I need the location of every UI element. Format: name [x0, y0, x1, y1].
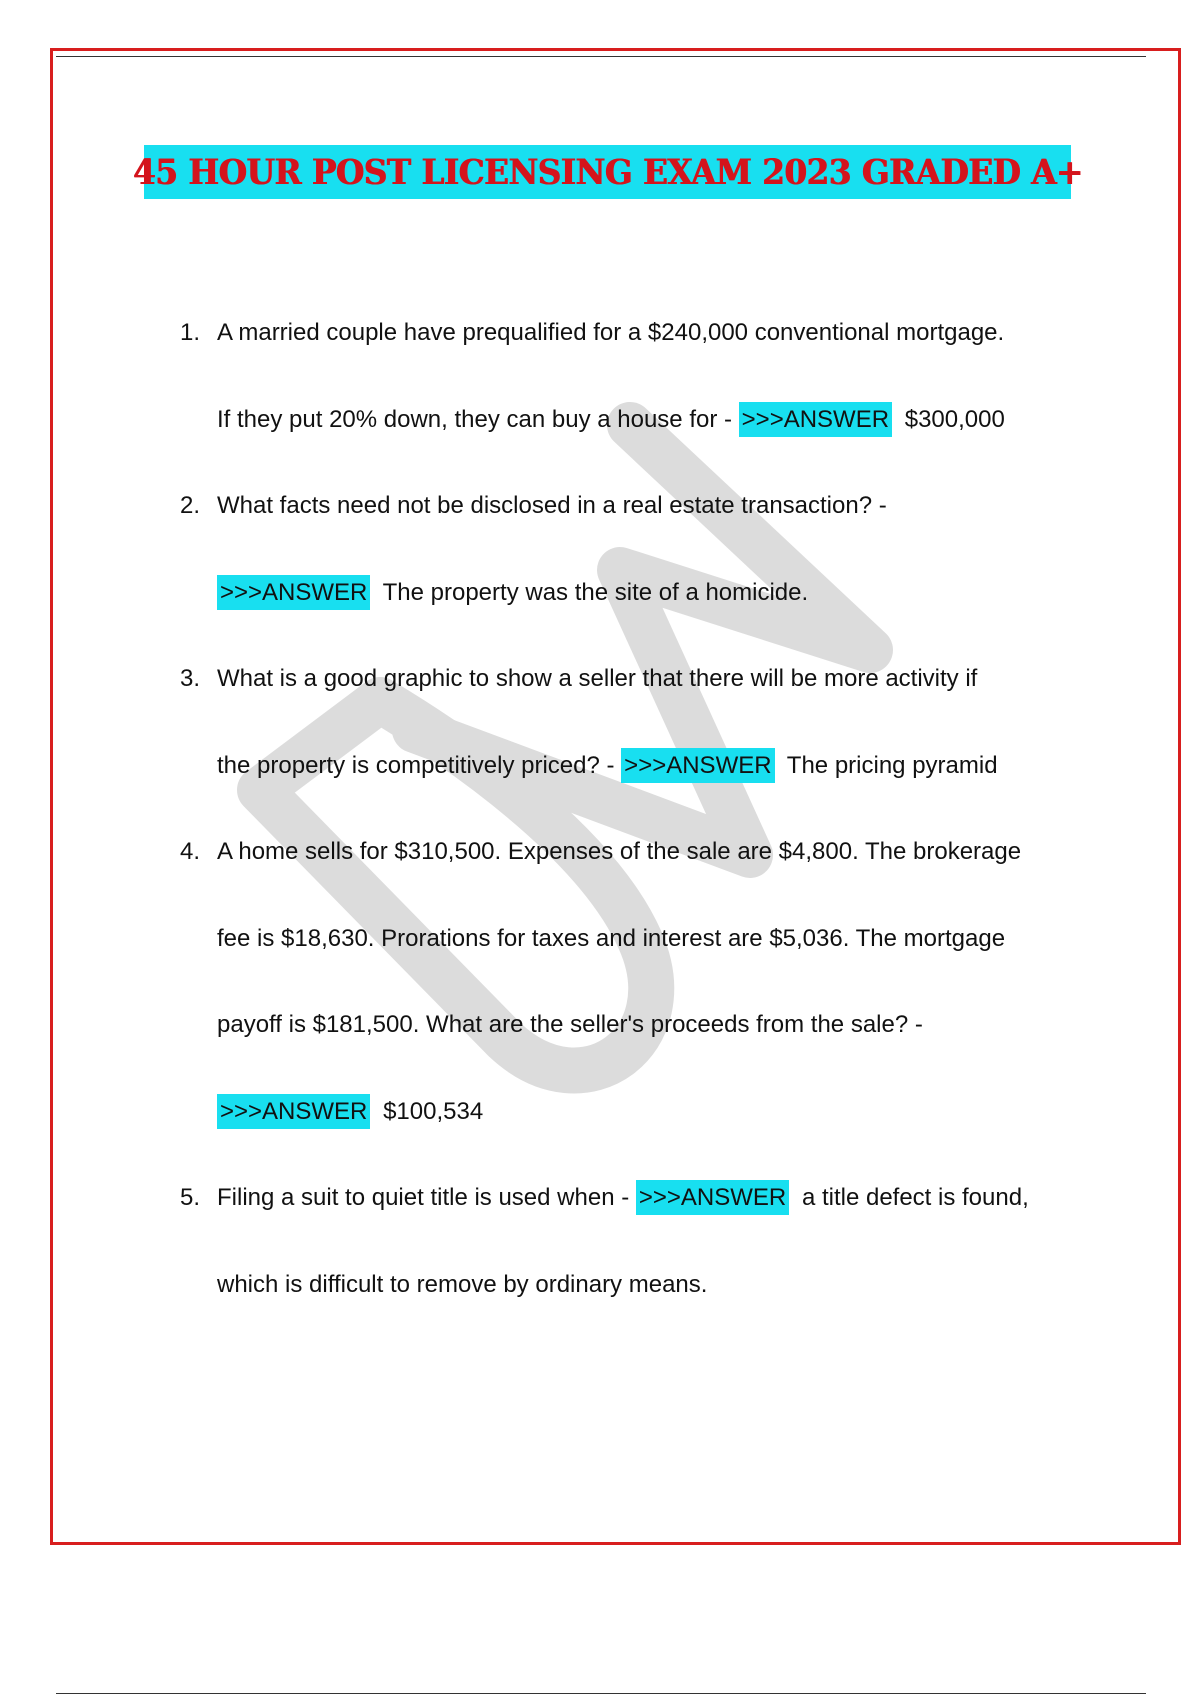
question-2: [170, 463, 1090, 636]
answer-marker: >>>ANSWER: [217, 575, 370, 610]
question-line: [217, 723, 1090, 810]
question-text: A home sells for $310,500. Expenses of the sale are $4,800. The brokerage: [217, 838, 1022, 865]
answer-marker: >>>ANSWER: [739, 402, 892, 437]
question-4: [170, 809, 1090, 1155]
answer-text: The pricing pyramid: [786, 751, 998, 779]
question-line: [217, 377, 1090, 464]
answer-marker: >>>ANSWER: [217, 1094, 370, 1129]
answer-text: $300,000: [904, 405, 1005, 433]
question-text: Filing a suit to quiet title is used when -: [217, 1184, 636, 1211]
answer-text: $100,534: [383, 1097, 484, 1125]
answer-marker: >>>ANSWER: [636, 1180, 789, 1215]
answer-text: a title defect is found,: [801, 1184, 1029, 1211]
question-3: [170, 636, 1090, 809]
question-line: [217, 550, 1090, 637]
question-number: 4.: [180, 838, 201, 865]
answer-text: The property was the site of a homicide.: [382, 578, 809, 606]
question-text: If they put 20% down, they can buy a house for -: [217, 405, 739, 433]
question-5: [170, 1155, 1090, 1328]
question-line: [217, 1155, 1090, 1242]
question-text: What is a good graphic to show a seller that there will be more activity if: [217, 665, 978, 692]
question-line: [217, 1069, 1090, 1156]
question-text: the property is competitively priced? -: [217, 751, 622, 779]
question-text: A married couple have prequalified for a $240,000 conventional mortgage.: [217, 319, 1005, 346]
answer-marker: >>>ANSWER: [621, 748, 774, 783]
question-1: [170, 290, 1090, 463]
answer-text: which is difficult to remove by ordinary means.: [217, 1270, 708, 1298]
question-text: payoff is $181,500. What are the seller's proceeds from the sale? -: [217, 1011, 923, 1038]
page-title: 45 HOUR POST LICENSING EXAM 2023 GRADED A+: [132, 151, 1083, 193]
question-text: What facts need not be disclosed in a real estate transaction? -: [217, 492, 887, 519]
question-number: 3.: [180, 665, 201, 692]
question-number: 5.: [180, 1184, 201, 1211]
bottom-rule: [56, 1693, 1146, 1694]
question-list: [170, 290, 1090, 1328]
question-number: 2.: [180, 492, 201, 519]
title-banner: [132, 145, 1083, 199]
question-text: fee is $18,630. Prorations for taxes and interest are $5,036. The mortgage: [217, 924, 1006, 952]
question-number: 1.: [180, 319, 201, 346]
